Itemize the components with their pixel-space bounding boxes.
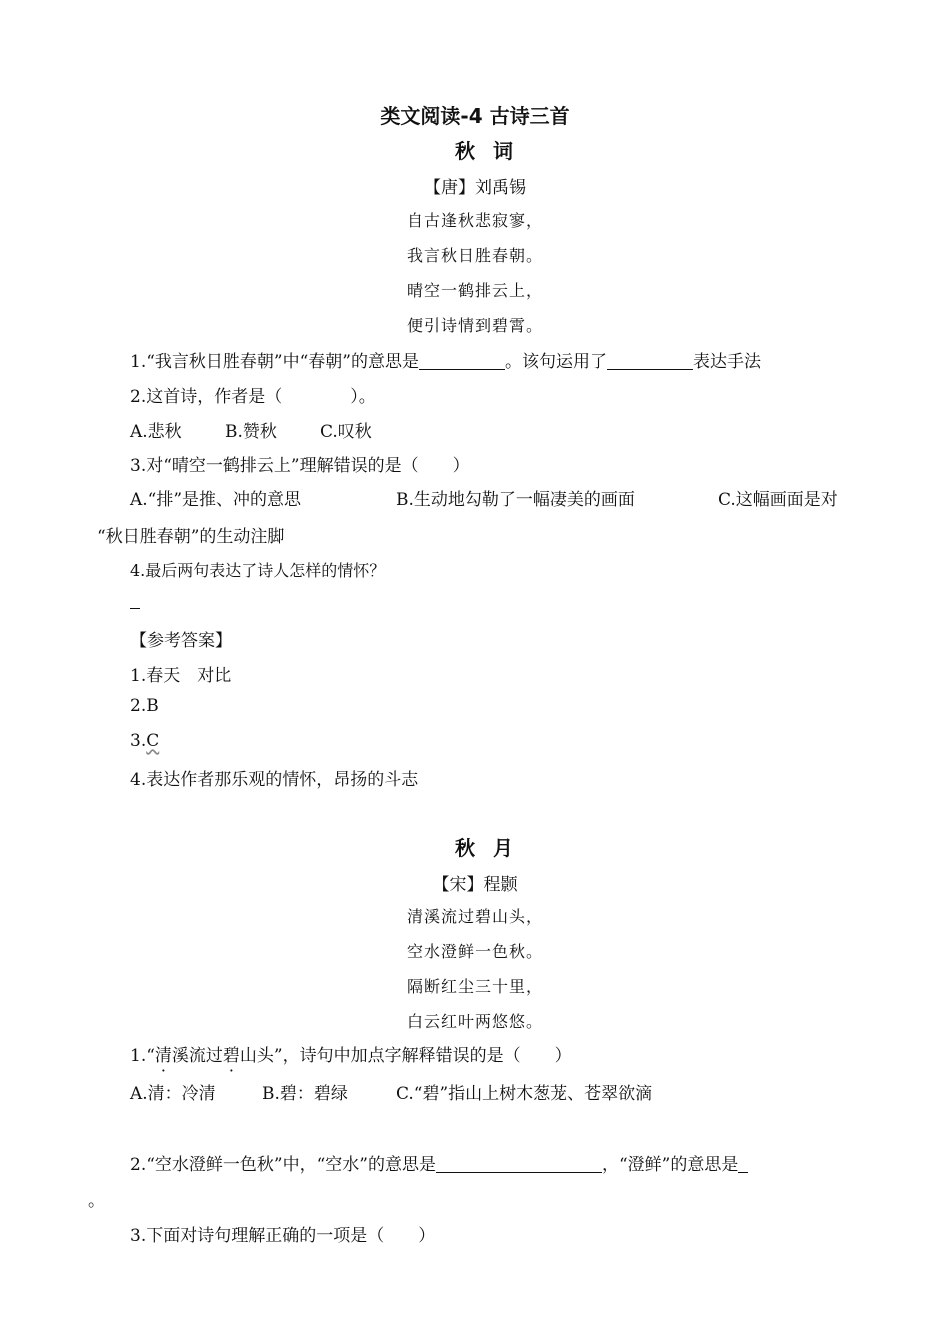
question-text: 2.“空水澄鲜一色秋”中，“空水”的意思是 <box>130 1155 436 1175</box>
question-text: 溪流过 <box>171 1046 223 1066</box>
answer-4: 4.表达作者那乐观的情怀，昂扬的斗志 <box>130 770 419 790</box>
poem1-question-3: 3.对“晴空一鹤排云上”理解错误的是（ ） <box>130 456 470 476</box>
poem2-line-4: 白云红叶两悠悠。 <box>406 1012 543 1031</box>
poem1-q3-option-a: A.“排”是推、冲的意思 <box>130 490 302 510</box>
dotted-char-bi: 碧 <box>222 1046 240 1066</box>
poem1-q2-option-c: C.叹秋 <box>320 422 372 442</box>
question-text: 表达手法 <box>692 352 761 372</box>
poem1-title: 秋词 <box>455 139 531 163</box>
poem1-q2-option-b: B.赞秋 <box>225 422 277 442</box>
question-text: 1.“ <box>130 1046 155 1066</box>
poem2-question-3: 3.下面对诗句理解正确的一项是（ ） <box>130 1226 436 1246</box>
answer-3 <box>130 731 159 751</box>
poem2-line-3: 隔断红尘三十里， <box>406 977 543 996</box>
answer-1: 1.春天 对比 <box>130 666 232 686</box>
poem2-line-1: 清溪流过碧山头， <box>406 907 543 926</box>
poem1-q2-option-a: A.悲秋 <box>130 422 182 442</box>
poem2-question-1 <box>130 1041 572 1066</box>
poem2-q1-option-b: B.碧：碧绿 <box>262 1084 348 1104</box>
answer-blank[interactable] <box>436 1155 602 1173</box>
poem2-question-2-tail: 。 <box>88 1191 105 1211</box>
poem2-question-2 <box>130 1150 748 1175</box>
question-text: 山头”，诗句中加点字解释错误的是（ ） <box>239 1046 572 1066</box>
poem1-author: 【唐】刘禹锡 <box>424 178 526 198</box>
answer-3-value: C <box>146 731 160 751</box>
answers-header: 【参考答案】 <box>130 631 232 651</box>
poem2-title: 秋月 <box>455 836 531 860</box>
poem1-question-1 <box>130 347 761 372</box>
poem1-q3-option-b: B.生动地勾勒了一幅凄美的画面 <box>396 490 635 510</box>
poem2-line-2: 空水澄鲜一色秋。 <box>406 942 543 961</box>
poem1-q3-option-c: C.这幅画面是对 <box>718 490 838 510</box>
answer-blank[interactable] <box>607 352 693 370</box>
answer-blank[interactable] <box>130 608 140 609</box>
poem2-q1-option-c: C.“碧”指山上树木葱茏、苍翠欲滴 <box>396 1084 653 1104</box>
question-text: 。该句运用了 <box>504 352 607 372</box>
poem1-question-2: 2.这首诗，作者是（ ）。 <box>130 387 376 407</box>
answer-blank[interactable] <box>419 352 505 370</box>
answer-blank[interactable] <box>738 1155 748 1173</box>
answer-3-prefix: 3. <box>130 731 147 751</box>
question-text: ，“澄鲜”的意思是 <box>601 1155 739 1175</box>
document-title: 类文阅读-4 古诗三首 <box>380 104 570 128</box>
poem1-line-2: 我言秋日胜春朝。 <box>406 246 543 265</box>
question-text: 1.“我言秋日胜春朝”中“春朝”的意思是 <box>130 352 419 372</box>
dotted-char-qing: 清 <box>154 1046 172 1066</box>
poem1-question-4: 4.最后两句表达了诗人怎样的情怀？ <box>130 561 386 580</box>
poem1-line-1: 自古逢秋悲寂寥， <box>406 211 543 230</box>
poem1-line-4: 便引诗情到碧霄。 <box>406 316 543 335</box>
answer-2: 2.B <box>130 696 159 716</box>
poem2-q1-option-a: A.清：冷清 <box>130 1084 216 1104</box>
poem1-line-3: 晴空一鹤排云上， <box>406 281 543 300</box>
poem1-q3-option-c-continued: “秋日胜春朝”的生动注脚 <box>97 527 285 547</box>
poem2-author: 【宋】程颢 <box>432 875 518 895</box>
